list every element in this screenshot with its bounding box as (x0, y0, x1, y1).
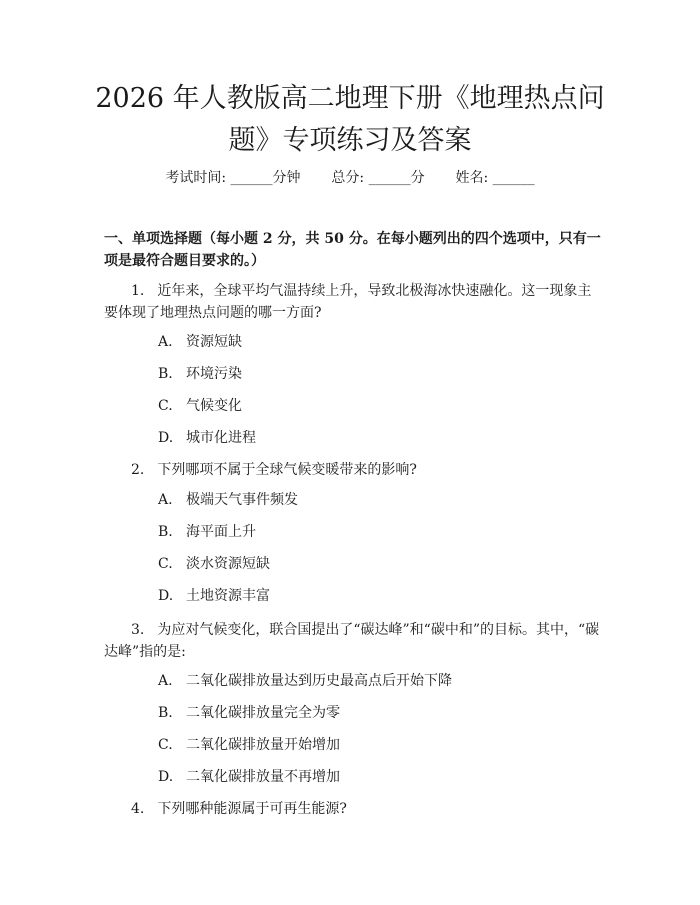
option-letter: C. (158, 398, 173, 414)
question-1-option-a (158, 332, 598, 352)
question-number: 1. (131, 283, 145, 299)
question-1-option-b (158, 364, 598, 384)
exam-time-blank: ______ (230, 170, 273, 186)
option-text: 土地资源丰富 (186, 588, 270, 604)
total-score-unit: 分 (410, 170, 425, 186)
question-3-option-c (158, 735, 598, 755)
title-line-2: 题》专项练习及答案 (228, 125, 472, 156)
student-name-blank: ______ (492, 170, 535, 186)
section-heading: 一、单项选择题（每小题 2 分，共 50 分。在每小题列出的四个选项中，只有一项是最符合题目要求的。） (104, 231, 601, 269)
option-text: 二氧化碳排放量完全为零 (186, 705, 340, 721)
option-text: 海平面上升 (186, 524, 256, 540)
option-letter: A. (158, 334, 173, 350)
question-1-option-d (158, 428, 598, 448)
option-text: 环境污染 (186, 366, 242, 382)
question-text: 近年来，全球平均气温持续上升，导致北极海冰快速融化。这一现象主要体现了地理热点问题的哪一方面? (104, 283, 592, 321)
option-letter: D. (158, 588, 174, 604)
total-score-blank: ______ (368, 170, 411, 186)
question-2-option-c (158, 554, 598, 574)
question-number: 4. (131, 801, 145, 817)
student-name-label: 姓名: (455, 170, 489, 186)
option-text: 城市化进程 (186, 430, 256, 446)
question-1-option-c (158, 396, 598, 416)
option-text: 二氧化碳排放量不再增加 (186, 769, 340, 785)
question-1 (104, 280, 604, 324)
question-text: 为应对气候变化，联合国提出了“碳达峰”和“碳中和”的目标。其中，“碳达峰”指的是: (104, 622, 600, 660)
option-letter: A. (158, 492, 173, 508)
question-2-option-a (158, 490, 598, 510)
option-text: 极端天气事件频发 (186, 492, 298, 508)
question-3-option-b (158, 703, 598, 723)
option-letter: B. (158, 524, 173, 540)
question-2-option-b (158, 522, 598, 542)
option-letter: C. (158, 556, 173, 572)
option-text: 二氧化碳排放量开始增加 (186, 737, 340, 753)
exam-info-line (0, 168, 700, 188)
option-letter: B. (158, 366, 173, 382)
option-text: 二氧化碳排放量达到历史最高点后开始下降 (186, 673, 452, 689)
exam-time-label: 考试时间: (165, 170, 227, 186)
option-letter: A. (158, 673, 173, 689)
question-2 (104, 459, 604, 481)
option-text: 淡水资源短缺 (186, 556, 270, 572)
option-letter: B. (158, 705, 173, 721)
question-3 (104, 619, 604, 663)
question-3-option-d (158, 767, 598, 787)
question-text: 下列哪项不属于全球气候变暖带来的影响? (157, 462, 417, 478)
option-text: 资源短缺 (186, 334, 242, 350)
question-text: 下列哪种能源属于可再生能源? (157, 801, 347, 817)
total-score-label: 总分: (331, 170, 365, 186)
question-3-option-a (158, 671, 598, 691)
question-2-option-d (158, 586, 598, 606)
option-letter: D. (158, 430, 174, 446)
question-number: 2. (131, 462, 145, 478)
exam-time-unit: 分钟 (272, 170, 301, 186)
option-text: 气候变化 (186, 398, 242, 414)
title-line-1: 2026 年人教版高二地理下册《地理热点问 (95, 83, 605, 114)
question-4 (104, 798, 604, 820)
document-title (60, 78, 640, 162)
option-letter: D. (158, 769, 174, 785)
option-letter: C. (158, 737, 173, 753)
question-number: 3. (131, 622, 145, 638)
